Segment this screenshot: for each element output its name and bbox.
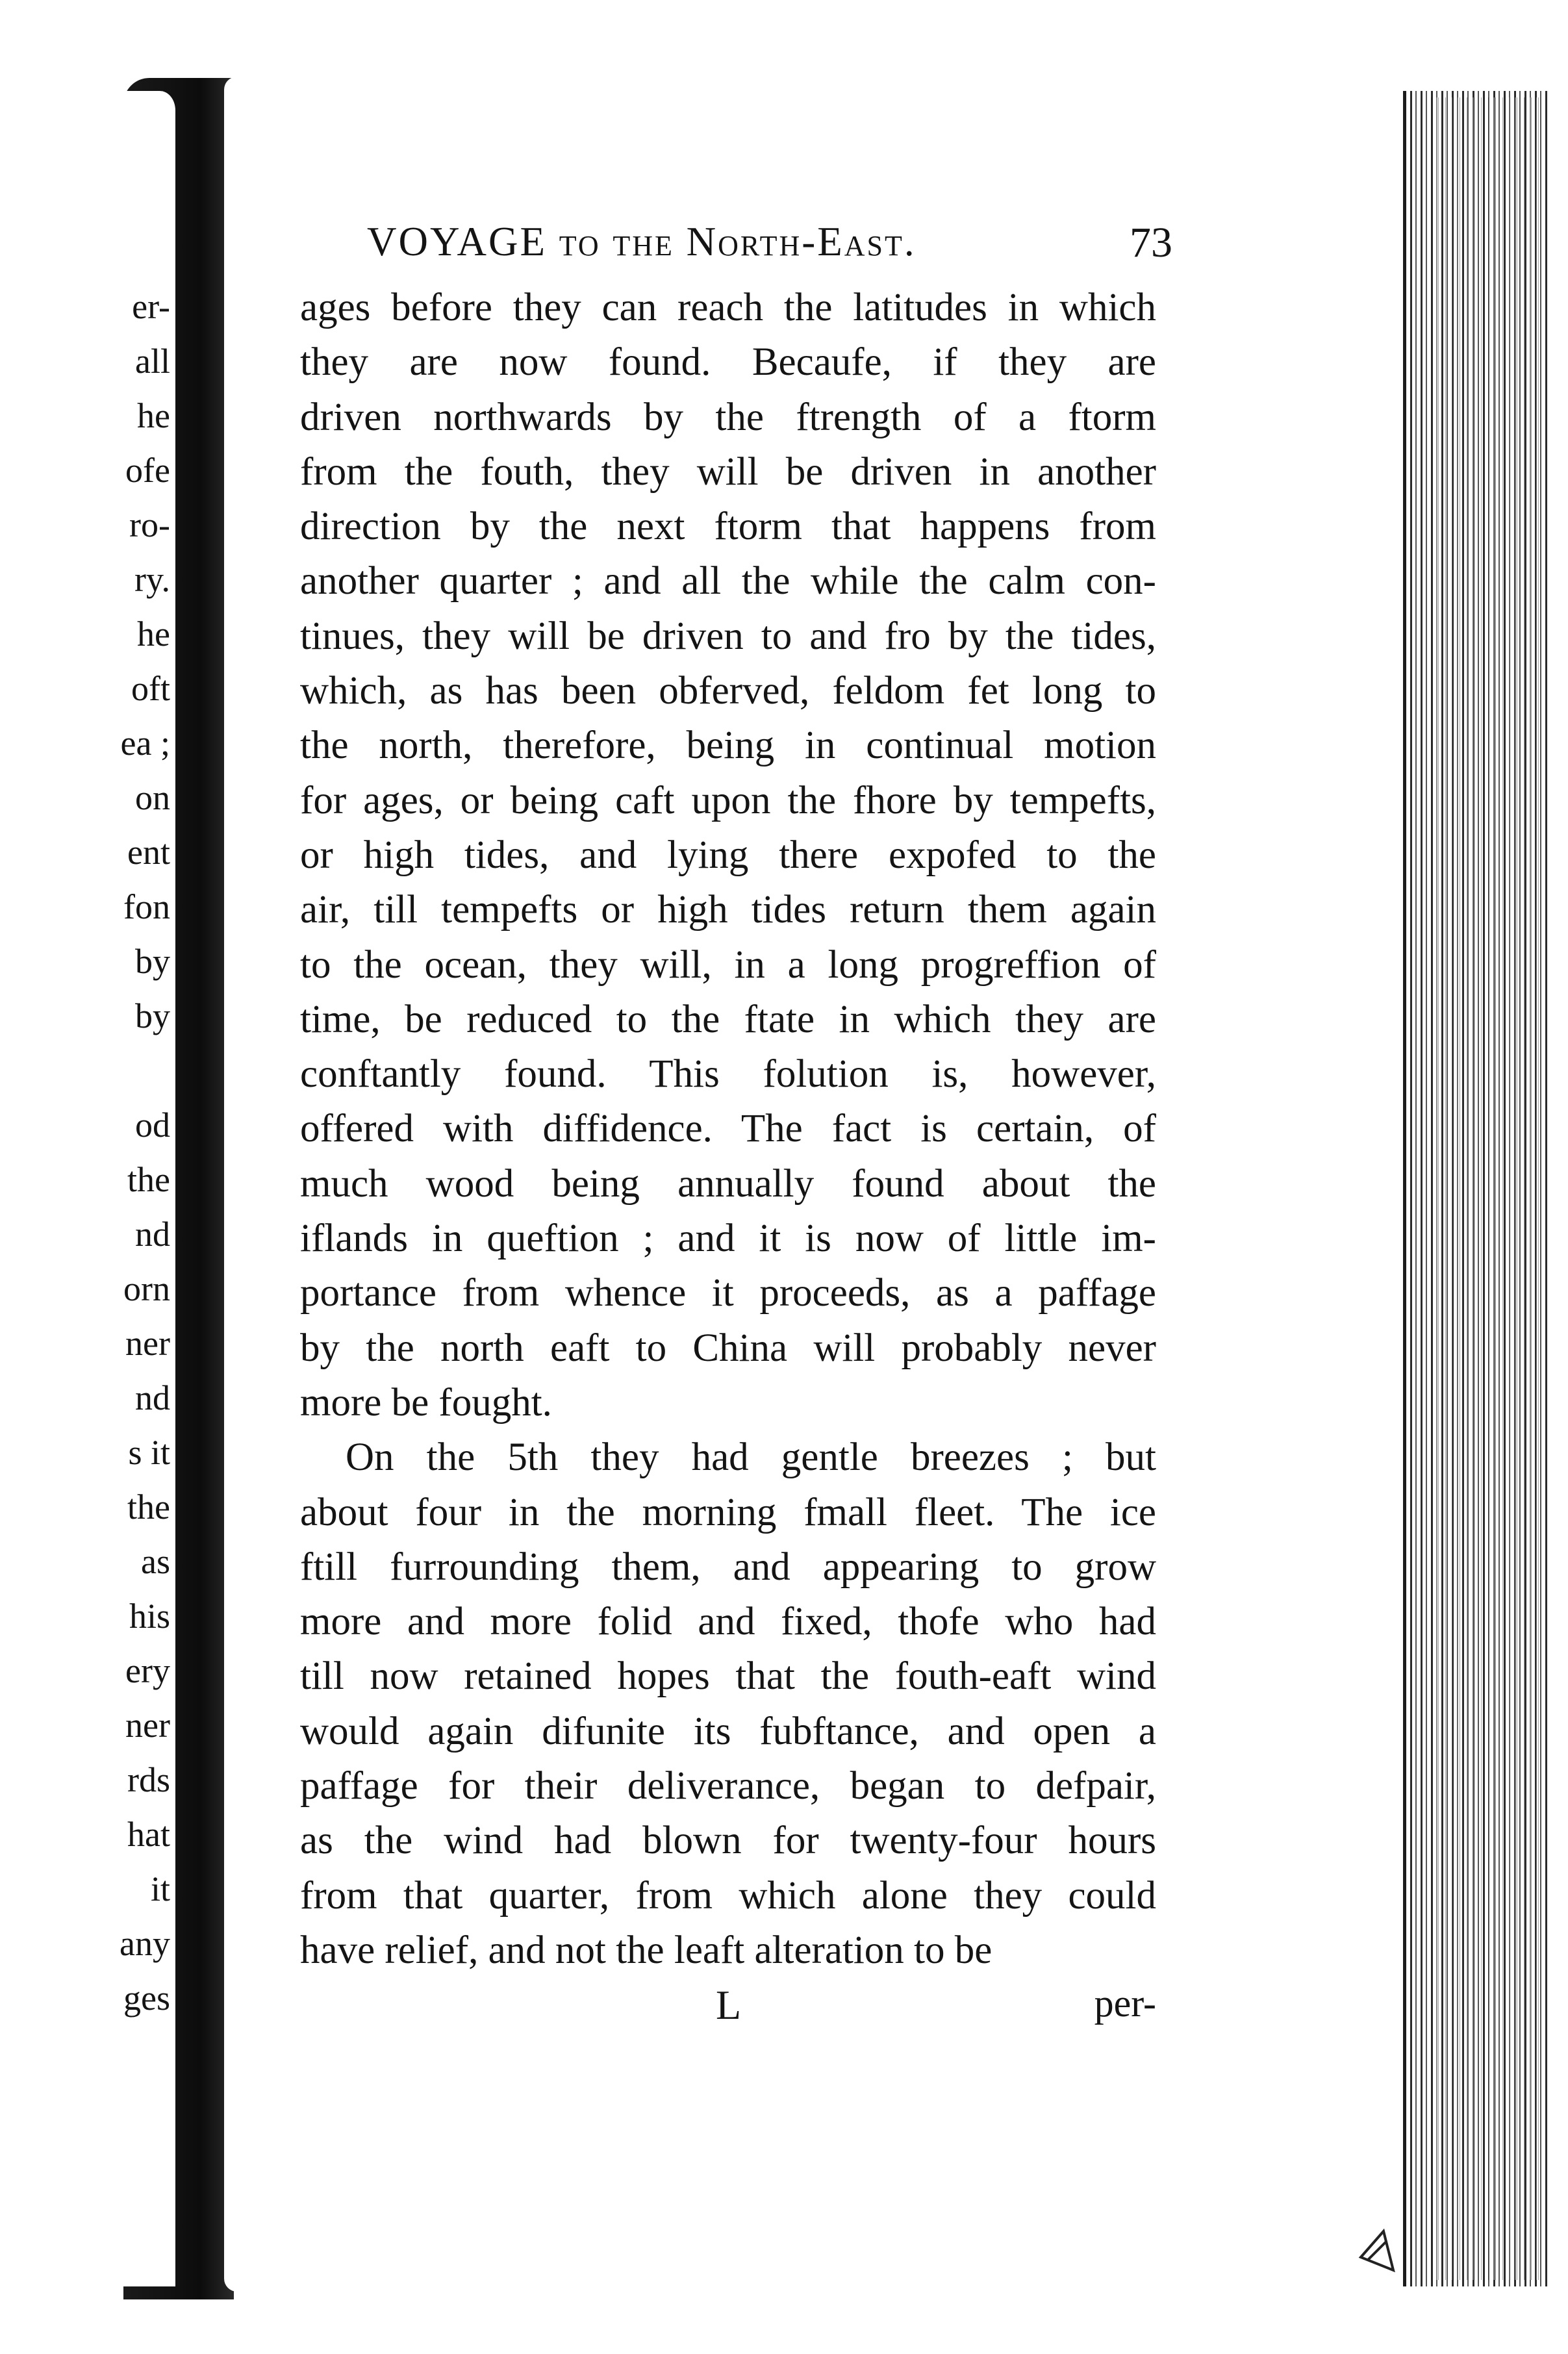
text-line: or high tides, and lying there expofed to the xyxy=(300,833,1156,877)
text-line: offered with diffidence. The fact is certain, of xyxy=(300,1107,1156,1151)
text-line: about four in the morning fmall fleet. The ice xyxy=(300,1490,1156,1534)
text-line: the north, therefore, being in continual motion xyxy=(300,724,1156,768)
facing-page-left xyxy=(0,91,179,2286)
facing-page-fragment: ges xyxy=(123,1979,170,2018)
text-line: conftantly found. This folution is, however, xyxy=(300,1052,1156,1096)
text-line: another quarter ; and all the while the calm con- xyxy=(300,559,1156,603)
facing-page-fragment: by xyxy=(135,996,170,1035)
text-line: from that quarter, from which alone they could xyxy=(300,1873,1156,1917)
text-line: ftill furrounding them, and appearing to grow xyxy=(300,1545,1156,1589)
facing-page-fragment: ner xyxy=(125,1706,170,1745)
text-line: tinues, they will be driven to and fro by the tides, xyxy=(300,614,1156,658)
facing-page-fragment: he xyxy=(137,614,170,653)
catchword: per- xyxy=(1094,1982,1156,2025)
page-number: 73 xyxy=(1130,219,1172,266)
text-line: much wood being annually found about the xyxy=(300,1161,1156,1206)
facing-page-fragment xyxy=(120,1043,170,1098)
facing-page-fragment: od xyxy=(135,1106,170,1145)
facing-page-fragment: oft xyxy=(131,669,170,708)
facing-page-fragment: the xyxy=(127,1160,170,1199)
facing-page-fragment: his xyxy=(129,1597,170,1636)
page-edges-texture xyxy=(1429,97,1539,2280)
facing-page-fragment: ea ; xyxy=(120,724,170,763)
text-line: would again difunite its fubftance, and open a xyxy=(300,1709,1156,1753)
text-line: as the wind had blown for twenty-four hours xyxy=(300,1819,1156,1863)
page-corner-fold-icon xyxy=(1354,2218,1419,2277)
text-line: by the north eaft to China will probably never xyxy=(300,1326,1156,1370)
facing-page-line-fragments xyxy=(120,279,170,2025)
signature-mark: L xyxy=(716,1982,742,2028)
facing-page-fragment: orn xyxy=(123,1269,170,1308)
facing-page-fragment: he xyxy=(137,396,170,435)
text-line: they are now found. Becaufe, if they are xyxy=(300,340,1156,385)
text-line: from the fouth, they will be driven in another xyxy=(300,449,1156,494)
text-line: paffage for their deliverance, began to defpair, xyxy=(300,1764,1156,1808)
text-line: till now retained hopes that the fouth-eaft wind xyxy=(300,1654,1156,1699)
text-line: air, till tempefts or high tides return them again xyxy=(300,888,1156,932)
page-footer xyxy=(300,1981,1156,2040)
text-line: have relief, and not the leaft alteration to be xyxy=(300,1928,993,1972)
text-line: to the ocean, they will, in a long progreffion of xyxy=(300,943,1156,987)
facing-page-fragment: as xyxy=(141,1542,170,1581)
page-header xyxy=(367,218,1172,281)
facing-page-fragment: any xyxy=(120,1924,170,1963)
facing-page-fragment: ery xyxy=(125,1651,170,1690)
running-head: VOYAGE to the North-East. xyxy=(367,219,917,264)
facing-page-fragment: ofe xyxy=(125,451,170,490)
text-line: more and more folid and fixed, thofe who had xyxy=(300,1600,1156,1644)
facing-page-fragment: it xyxy=(150,1869,170,1908)
text-line: time, be reduced to the ftate in which they are xyxy=(300,997,1156,1041)
facing-page-fragment: ent xyxy=(127,833,170,872)
text-line: more be fought. xyxy=(300,1380,552,1424)
facing-page-fragment: by xyxy=(135,942,170,981)
facing-page-fragment: all xyxy=(135,342,170,381)
body-text xyxy=(300,281,1156,1978)
text-line: direction by the next ftorm that happens from xyxy=(300,505,1156,549)
facing-page-fragment: ry. xyxy=(134,560,170,599)
facing-page-fragment: ner xyxy=(125,1324,170,1363)
facing-page-fragment: on xyxy=(135,778,170,817)
facing-page-fragment: er- xyxy=(132,287,170,326)
text-line: On the 5th they had gentle breezes ; but xyxy=(346,1436,1156,1480)
facing-page-fragment: ro- xyxy=(129,505,170,544)
facing-page-fragment: nd xyxy=(135,1378,170,1417)
facing-page-fragment: s it xyxy=(128,1433,170,1472)
facing-page-fragment: rds xyxy=(127,1760,170,1799)
text-line: portance from whence it proceeds, as a paffage xyxy=(300,1271,1156,1315)
text-line: which, as has been obferved, feldom fet long to xyxy=(300,669,1156,713)
facing-page-fragment: hat xyxy=(127,1815,170,1854)
text-line: driven northwards by the ftrength of a ftorm xyxy=(300,395,1156,439)
text-line: iflands in queftion ; and it is now of little im- xyxy=(300,1217,1156,1261)
text-line: for ages, or being caft upon the fhore by tempefts, xyxy=(300,778,1156,822)
facing-page-fragment: fon xyxy=(123,887,170,926)
facing-page-fragment: the xyxy=(127,1487,170,1526)
facing-page-fragment: nd xyxy=(135,1215,170,1254)
text-line: ages before they can reach the latitudes in which xyxy=(300,286,1156,329)
